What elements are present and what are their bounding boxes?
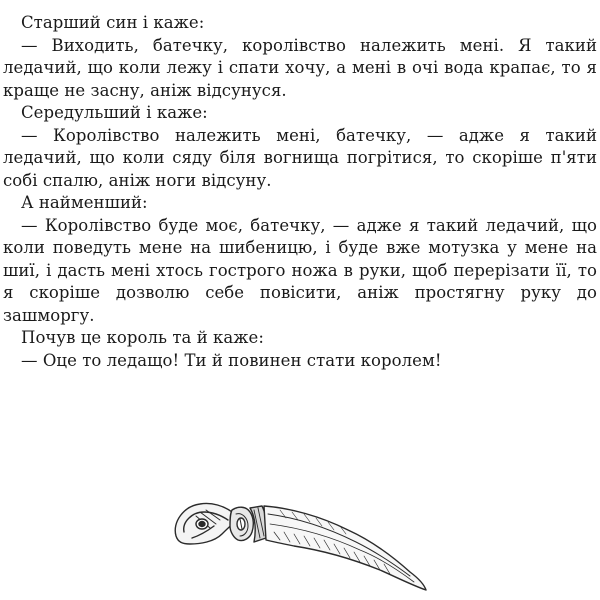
paragraph-4: — Королівство належить мені, батечку, — адже я такий ледачий, що коли сяду біля вогнища погрітися, то скоріше п'яти собі спалю, аніж ноги відсуну. (3, 125, 597, 190)
paragraph-1: Старший син і каже: (21, 13, 205, 32)
dagger-icon (170, 492, 430, 596)
paragraph-7: Почув це король та й каже: (21, 328, 264, 347)
paragraph-5: А найменший: (21, 193, 148, 212)
paragraph-6: — Королівство буде моє, батечку, — адже я такий ледачий, що коли поведуть мене на шибеницю, і буде вже мотузка у мене на шиї, і дасть мені хтось гострого ножа в руки, щоб перерізати її, то я скоріше дозволю себе повісити, аніж простягну руку до зашморгу. (3, 215, 597, 325)
paragraph-8: — Оце то ледащо! Ти й повинен стати королем! (21, 350, 442, 370)
story-text (3, 12, 597, 372)
paragraph-2: — Виходить, батечку, королівство належить мені. Я такий ледачий, що коли лежу і спати хочу, а мені в очі вода крапає, то я краще не засну, аніж відсунуся. (3, 35, 597, 100)
paragraph-3: Середульший і каже: (21, 103, 208, 122)
